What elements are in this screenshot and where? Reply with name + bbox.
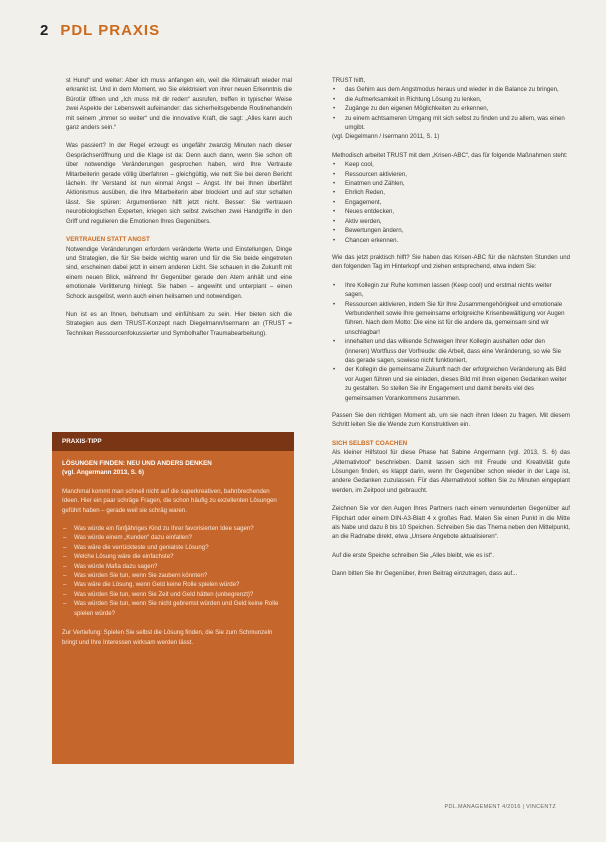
list-item: • das Gehirn aus dem Angstmodus heraus und wieder in die Balance zu bringen, — [332, 85, 570, 94]
list-item: • Zugänge zu den eigenen Möglichkeiten zu erkennen, — [332, 104, 570, 113]
list-item: • Bewertungen ändern, — [332, 226, 570, 235]
list-item: • der Kollegin die gemeinsame Zukunft nach der erfolgreichen Veränderung als Bild vor Augen führen und sie einladen, dieses Bild mit ihren eigenen Gedanken weiter zu gestalten. So stellen Sie ihr Engagement und damit bereits viel des gemeinsamen Vorankommens zusammen. — [332, 365, 570, 403]
citation: (vgl. Diegelmann / Isermann 2011, S. 1) — [332, 133, 440, 141]
paragraph: Nun ist es an Ihnen, behutsam und einfühlsam zu sein. Hier bieten sich die Strategien aus dem TRUST-Konzept nach Diegelmann/Isermann an (TRUST = Techniken Ressourcenfokussierter und Symbolhafter Traumabearbeitung). — [66, 310, 292, 337]
tip-question: – Was würde ein fünfjähriges Kind zu Ihrer favorisierten Idee sagen? — [62, 524, 284, 533]
trust-benefits-list — [332, 85, 570, 132]
tip-subtitle: LÖSUNGEN FINDEN: NEU UND ANDERS DENKEN — [62, 460, 212, 467]
paragraph: st Hund“ und weiter: Aber ich muss anfangen ein, weil die Klimakraft wieder mal erkrankt ist. Und in dem Moment, wo Sie elektrisiert von ihrer neuen Erkenntnis die Bürotür öffnen und „Ich muss mit dir reden“ ausrufen, treffen in typischer Weise zwei Aspekte der Lebenswelt aufeinander: das sicherheitsgebende Routinehandeln mit seinem „immer so weiter“ und die innovative Kraft, die sagt: „Alles kann auch ganz anders sein.“ — [66, 77, 292, 132]
tip-question: – Was würde einem „Kunden“ dazu einfallen? — [62, 533, 284, 542]
list-item: • Ressourcen aktivieren, — [332, 170, 570, 179]
paragraph: Als kleiner Hilfstool für diese Phase hat Sabine Angermann (vgl. 2013, S. 6) das „Alternativtool“ beschrieben. Damit lassen sich mit Freude und Kreativität gute Lösungen finden, es klappt darin, wenn Ihr Gegenüber schon wieder in der Lage ist, andere Gedanken zuzulassen. Für das Alternativtool sollten Sie zu Minuten eingeplant werden, im Zeitpool und gebraucht. — [332, 449, 570, 494]
tip-question-list — [62, 524, 284, 618]
paragraph: Methodisch arbeitet TRUST mit dem „Krisen-ABC“, das für folgende Maßnahmen steht: — [332, 151, 568, 159]
list-item: • die Aufmerksamkeit in Richtung Lösung zu lenken, — [332, 95, 570, 104]
list-item: • Einatmen und Zählen, — [332, 179, 570, 188]
tip-question: – Was würde Mafia dazu sagen? — [62, 562, 284, 571]
list-item: • Keep cool, — [332, 160, 570, 169]
paragraph: Wie das jetzt praktisch hilft? Sie haben das Krisen-ABC für die nächsten Stunden und den folgenden Tag im Hinterkopf und ziehen entsprechend, etwa indem Sie: — [332, 253, 570, 271]
section-title: PDL PRAXIS — [60, 21, 161, 39]
steps-list — [332, 281, 570, 403]
praxis-tipp-box — [52, 432, 294, 764]
praxis-tipp-body — [52, 451, 294, 647]
tip-outro: Zur Vertiefung: Spielen Sie selbst die Lösung finden, die Sie zum Schmunzeln bringt und Ihre Interessen wirksam werden lässt. — [62, 629, 273, 646]
list-item: • Engagement, — [332, 198, 570, 207]
tip-question: – Welche Lösung wäre die einfachste? — [62, 552, 284, 561]
paragraph: Auf die erste Speiche schreiben Sie „Alles bleibt, wie es ist“. — [332, 551, 494, 559]
tip-source: (vgl. Angermann 2013, S. 6) — [62, 469, 145, 477]
list-item: • Neues entdecken, — [332, 207, 570, 216]
tip-question: – Was wäre die Lösung, wenn Geld keine Rolle spielen würde? — [62, 580, 284, 589]
subheading-coachen: SICH SELBST COACHEN — [332, 439, 408, 447]
list-item: • Ihre Kollegin zur Ruhe kommen lassen (Keep cool) und erstmal nichts weiter sagen, — [332, 281, 570, 300]
subheading-vertrauen: VERTRAUEN STATT ANGST — [66, 236, 150, 244]
list-item: • innehalten und das wilkende Schweigen Ihrer Kollegin aushalten oder den (inneren) Wortfluss der Vorfreude: die Arbeit, dass eine Veränderung, so wie Sie das gerade sagen, sowieso nicht funktioniert, — [332, 337, 570, 365]
page-header — [40, 18, 160, 42]
paragraph: Notwendige Veränderungen erfordern veränderte Werte und Einstellungen, Dinge und Strategien, die für Sie beide wichtig waren und für die Sie beide eingetreten sind, erscheinen dabei jetzt in einem anderen Licht. Sie schauen in die Zukunft mit einem neuen Blick, während Ihr Gegenüber gerade den Atem anhält und eine emotionale Verlitterung hinlegt. Sie haben – angewiht und unterplant – einen Schock ausgelöst, wenn auch einen heilsamen und notwendigen. — [66, 245, 292, 300]
list-item: • Aktiv werden, — [332, 217, 570, 226]
tip-intro: Manchmal kommt man schnell nicht auf die superkreativen, bahnbrechenden Ideen. Hier ein paar schräge Fragen, die schon häufig zu exzellenten Lösungen geführt haben – gerade weil sie schräg waren. — [62, 487, 277, 514]
tip-question: – Was würden Sie tun, wenn Sie zaubern könnten? — [62, 571, 284, 580]
tip-question: – Was würden Sie tun, wenn Sie Zeit und Geld hätten (unbegrenzt)? — [62, 590, 284, 599]
right-column — [332, 76, 570, 588]
list-item: • Ehrlich Reden, — [332, 188, 570, 197]
praxis-tipp-heading: PRAXIS-TIPP — [52, 432, 294, 451]
krisen-abc-list — [332, 160, 570, 245]
list-item: • Chancen erkennen. — [332, 236, 570, 245]
tip-question: – Was würden Sie tun, wenn Sie nicht gebremst würden und Geld keine Rolle spielen würde? — [62, 599, 284, 618]
left-column — [66, 76, 292, 347]
list-item: • zu einem achtsameren Umgang mit sich selbst zu finden und zu allem, was einen umgibt. — [332, 114, 570, 133]
tip-question: – Was wäre die verrückteste und genialste Lösung? — [62, 543, 284, 552]
page-number: 2 — [40, 21, 49, 39]
paragraph: Passen Sie den richtigen Moment ab, um sie nach ihren Ideen zu fragen. Mit diesem Schritt leiten Sie die Wende zum Konstruktiven ein. — [332, 412, 570, 429]
trust-intro: TRUST hilft, — [332, 77, 366, 84]
list-item: • Ressourcen aktivieren, indem Sie für Ihre Zusammengehörigkeit und emotionale Verbundenheit sowie Ihre gemeinsame erfolgreiche Krisenbewältigung vor Augen führen. Nach dem Motto: Die eine ist für die andere da, gemeinsam sind wir unschlagbar! — [332, 300, 570, 338]
paragraph: Dann bitten Sie Ihr Gegenüber, ihren Beitrag einzutragen, dass auf... — [332, 570, 518, 578]
page-footer: PDL.MANAGEMENT 4/2016 | VINCENTZ — [444, 804, 556, 810]
paragraph: Zeichnen Sie vor den Augen Ihres Partners nach einem verwunderten Gegenüber auf Flipchart oder einem DIN-A3-Blatt 4 x großes Rad. Malen Sie einen Punkt in die Mitte als Nabe und dazu 8 bis 10 Speichen. Schreiben Sie das Thema neben den Mittelpunkt, an die Radnabe direkt, etwa „Unsere Angebote aktualisieren“. — [332, 505, 570, 541]
paragraph: Was passiert? In der Regel erzeugt es ungefähr zwanzig Minuten nach dieser Gesprächseröffnung und die Klage ist da: Denn auch dann, wenn Sie schon oft über notwendige Veränderungen gesprochen haben, wird Ihre Vertraute Mitarbeiterin gerade völlig überfahren – gleichgültig, wie nett Sie bei deren Bericht lächeln. Ihr Verstand ist nun einmal Angst – Angst. Ihr bei Ihnen überfährt Aktionismus ausüben, die Ihre Mitarbeiterin aber blockiert und auf stur schalten lässt. Sie spüren: Argumentieren hilft jetzt nicht. Besser: Sie vertrauen neurobiologischen Experten, kriegen sich selbst zwischen zwei Handgriffe in den Griff und regulieren die Emotionen Ihres Gegenübers. — [66, 142, 292, 225]
